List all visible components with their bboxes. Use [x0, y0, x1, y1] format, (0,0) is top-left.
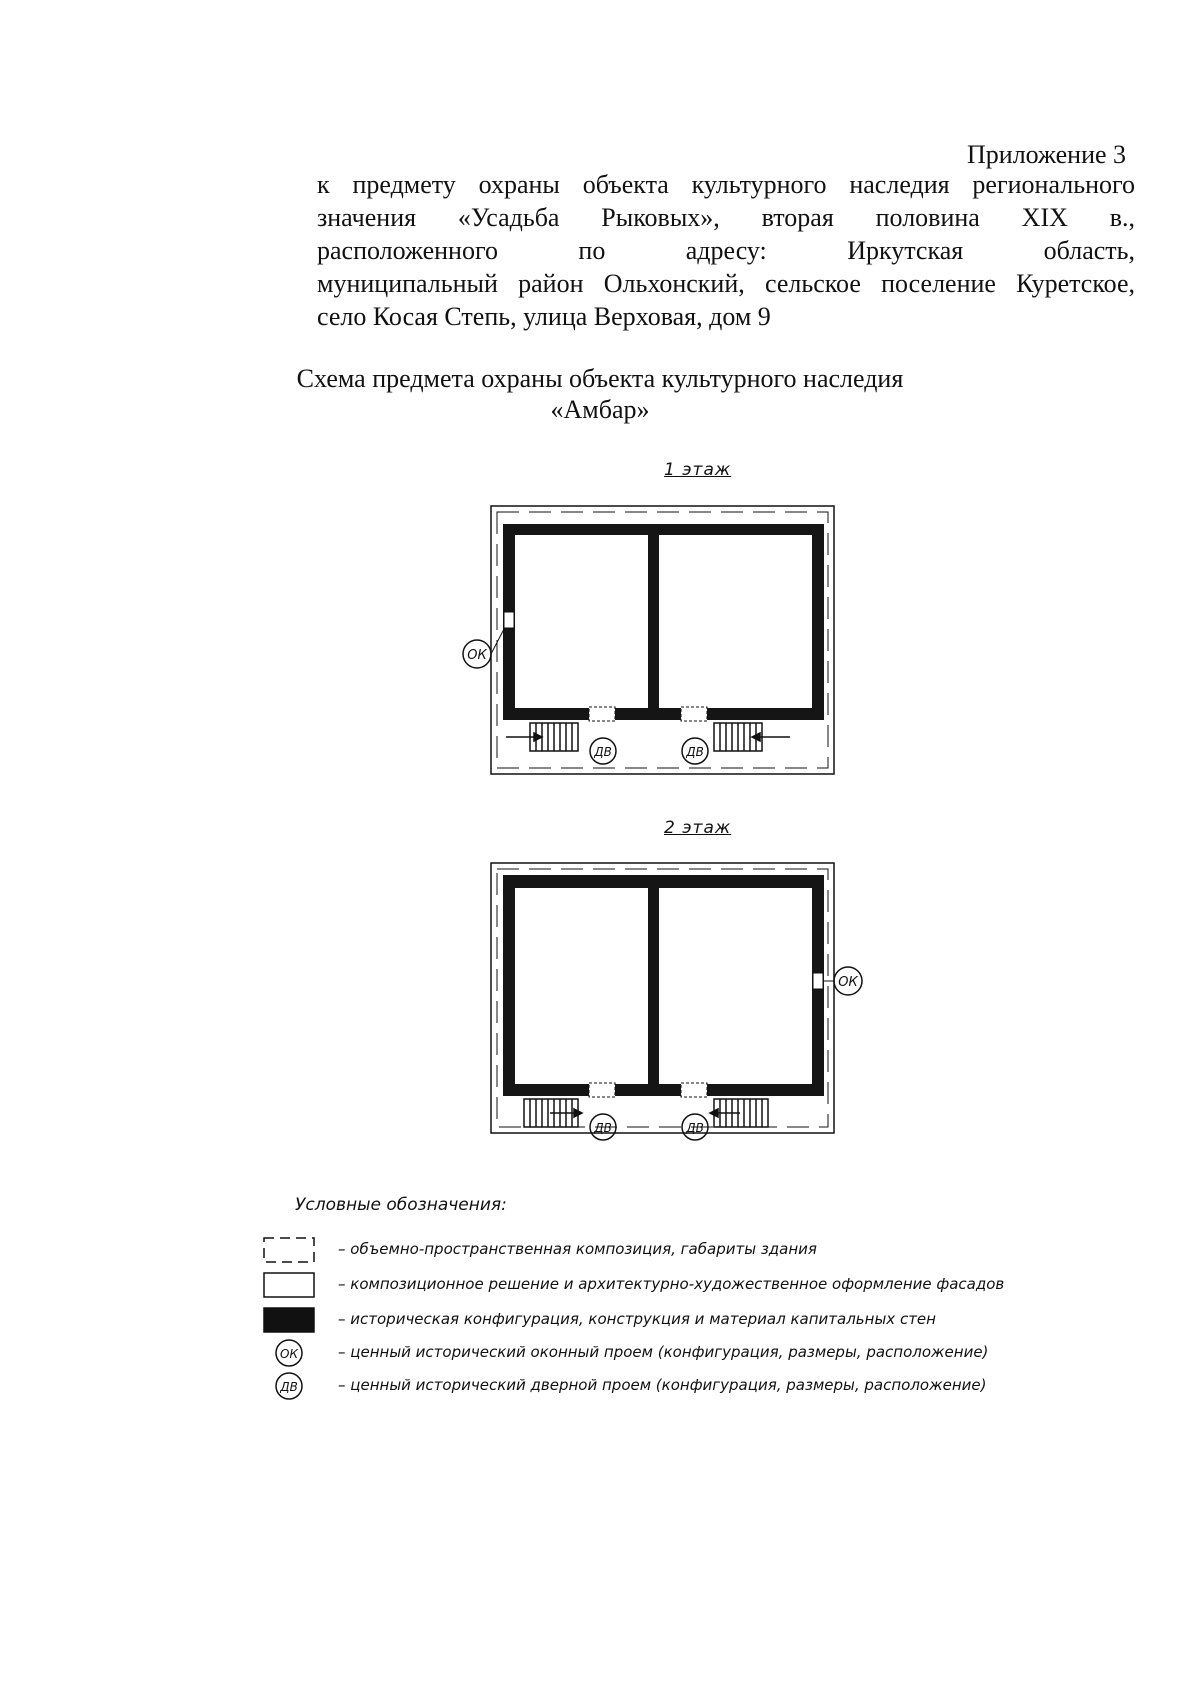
window-opening — [504, 612, 514, 628]
subject-line-1: к предмету охраны объекта культурного наследия регионального — [317, 170, 1135, 199]
subject-line-5: село Косая Степь, улица Верховая, дом 9 — [317, 302, 771, 331]
scheme-title — [0, 363, 1200, 425]
ok-marker-label: ОК — [467, 648, 487, 663]
subject-line-3: расположенного по адресу: Иркутская область, — [317, 236, 1135, 265]
scheme-title-line-2: «Амбар» — [550, 395, 650, 424]
legend-text: – композиционное решение и архитектурно-художественное оформление фасадов — [338, 1275, 1005, 1293]
floor-2-plan — [490, 862, 910, 1137]
floor-2-label: 2 этаж — [664, 818, 732, 838]
window-opening — [813, 973, 823, 989]
scheme-title-line-1: Схема предмета охраны объекта культурного наследия — [296, 364, 904, 393]
legend-text: – объемно-пространственная композиция, габариты здания — [338, 1240, 817, 1258]
legend-text: – историческая конфигурация, конструкция и материал капитальных стен — [338, 1310, 936, 1328]
ok-marker-icon — [463, 629, 504, 668]
door-marker-label: ДВ — [594, 1121, 612, 1135]
ok-circle-icon — [258, 1338, 320, 1368]
door-marker-label: ДВ — [686, 1121, 704, 1135]
appendix-subject — [317, 168, 1135, 333]
capital-walls — [503, 524, 824, 720]
appendix-heading: Приложение 3 — [967, 140, 1127, 169]
subject-line-4: муниципальный район Ольхонский, сельское поселение Куретское, — [317, 269, 1135, 298]
ok-marker-icon — [823, 967, 862, 995]
door-marker-icon — [682, 738, 708, 764]
dv-circle-icon — [258, 1371, 320, 1401]
door-marker-icon — [590, 738, 616, 764]
door-marker-label: ДВ — [594, 745, 612, 759]
legend-item-walls — [258, 1305, 1058, 1335]
legend-item-facades — [258, 1270, 1058, 1300]
subject-line-2: значения «Усадьба Рыковых», вторая половина XIX в., — [317, 203, 1135, 232]
capital-walls — [503, 875, 824, 1096]
door-marker-label: ДВ — [686, 745, 704, 759]
staircase-right — [710, 1099, 768, 1127]
floor-1-plan — [467, 505, 835, 775]
legend-title: Условные обозначения: — [295, 1195, 507, 1215]
ok-symbol-label: ОК — [280, 1347, 298, 1361]
staircase-right — [714, 723, 790, 751]
legend-text: – ценный исторический оконный проем (конфигурация, размеры, расположение) — [338, 1343, 989, 1361]
legend-item-window — [258, 1338, 1058, 1368]
ok-marker-label: ОК — [838, 975, 858, 990]
black-box-symbol — [258, 1305, 320, 1335]
floor-1-label: 1 этаж — [664, 460, 732, 480]
legend-item-door — [258, 1371, 1058, 1401]
white-box-symbol — [258, 1270, 320, 1300]
staircase-left — [506, 723, 578, 751]
dashed-outline-symbol — [258, 1235, 320, 1265]
dv-symbol-label: ДВ — [280, 1380, 298, 1394]
staircase-left — [524, 1099, 582, 1127]
legend-item-dimensions — [258, 1235, 1058, 1265]
legend-text: – ценный исторический дверной проем (конфигурация, размеры, расположение) — [338, 1376, 987, 1394]
